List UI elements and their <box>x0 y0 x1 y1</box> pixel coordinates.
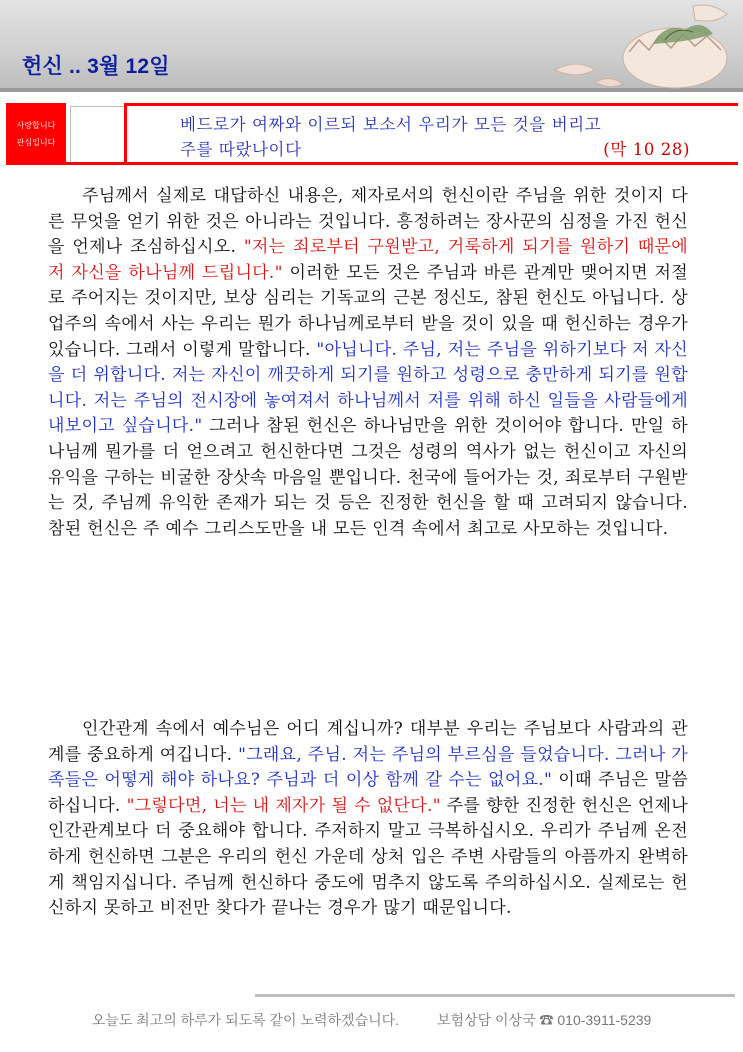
bible-verse <box>180 112 700 162</box>
paragraph-1 <box>48 184 688 542</box>
p2-sentence-3: 주를 향한 진정한 헌신은 언제나 인간관계보다 더 중요해야 합니다. 주저하지 말고 극복하십시오. 우리가 주님께 온전하게 헌신하면 그분은 우리의 헌신 가운데 상처 입은 주변 사람들의 아픔까지 완벽하게 책임지십니다. 주님께 헌신하다 중도에 멈추지 않도록 주의하십시오. 실제로는 헌신하지 못하고 비전만 찾다가 끝나는 경우가 많기 때문입니다. <box>48 795 689 919</box>
paragraph-2-indent <box>48 719 82 739</box>
page-footer <box>0 1010 743 1030</box>
footer-divider <box>255 994 735 997</box>
verse-line-2-text: 주를 따랐나이다 <box>180 140 302 159</box>
footer-slogan: 오늘도 최고의 하루가 되도록 같이 노력하겠습니다. <box>91 1012 400 1028</box>
badge-white-box <box>70 106 126 164</box>
love-badge <box>6 103 66 165</box>
page-header <box>0 0 743 100</box>
p2-quote-2: "그렇다면, 너는 내 제자가 될 수 없단다." <box>126 795 441 816</box>
verse-line-1: 베드로가 여짜와 이르되 보소서 우리가 모든 것을 버리고 <box>180 115 602 134</box>
p1-quote-2: "아닙니다. 주님, 저는 주님을 위하기보다 저 자신을 더 위합니다. 저는 자신이 깨끗하게 되기를 원하고 성령으로 충만하게 되기를 원합니다. 저는 주님의 전시장에 놓여져서 하나님께서 저를 위해 하신 일들을 사람들에게 내보이고 싶습니다." <box>48 339 688 437</box>
p1-quote-1: "저는 죄로부터 구원받고, 거룩하게 되기를 원하기 때문에 저 자신을 하나님께 드립니다." <box>48 237 688 283</box>
verse-frame-bottom <box>6 162 738 165</box>
badge-line-1: 사랑합니다 <box>16 121 56 130</box>
p1-sentence-2: 이러한 모든 것은 주님과 바른 관계만 맺어지면 저절로 주어지는 것이지만, 보상 심리는 기독교의 근본 정신도, 참된 헌신도 아닙니다. 상업주의 속에서 사는 우리는 뭔가 하나님께로부터 받을 것이 있을 때 헌신하는 경우가 있습니다. 그래서 이렇게 말합니다. <box>48 262 688 360</box>
paragraph-1-indent <box>48 186 82 206</box>
verse-reference: (막 10 28) <box>603 140 690 159</box>
p2-quote-1: "그래요, 주님. 저는 주님의 부르심을 들었습니다. 그러나 가족들은 어떻게 해야 하나요? 주님과 더 이상 함께 갈 수는 없어요." <box>48 744 688 791</box>
paragraph-2 <box>48 717 688 922</box>
footer-contact: 보험상담 이상국 ☎ 010-3911-5239 <box>437 1012 652 1028</box>
p2-sentence-2: 이때 주님은 말씀하십니다. <box>48 770 688 816</box>
cracked-egg-money-icon <box>525 0 735 92</box>
verse-frame-top <box>124 103 738 106</box>
p1-sentence-1: 주님께서 실제로 대답하신 내용은, 제자로서의 헌신이란 주님을 위한 것이지 다른 무엇을 얻기 위한 것은 아니라는 것입니다. 흥정하려는 장사꾼의 심정을 가진 헌신을 언제나 조심하십시오. <box>48 186 688 258</box>
verse-frame-left <box>124 103 127 165</box>
page-title: 헌신 .. 3월 12일 <box>22 55 170 78</box>
p1-sentence-3: 그러나 참된 헌신은 하나님만을 위한 것이어야 합니다. 만일 하나님께 뭔가를 더 얻으려고 헌신한다면 그것은 성령의 역사가 없는 헌신이고 자신의 유익을 구하는 비굴한 장삿속 마음일 뿐입니다. 천국에 들어가는 것, 죄로부터 구원받는 것, 주님께 유익한 존재가 되는 것 등은 진정한 헌신을 할 때 고려되지 않습니다. 참된 헌신은 주 예수 그리스도만을 내 모든 인격 속에서 최고로 사모하는 것입니다. <box>48 416 688 539</box>
badge-line-2: 관심입니다 <box>16 138 56 147</box>
verse-line-2 <box>180 137 700 162</box>
p2-sentence-1: 인간관계 속에서 예수님은 어디 계십니까? 대부분 우리는 주님보다 사람과의 관계를 중요하게 여깁니다. <box>48 719 688 765</box>
